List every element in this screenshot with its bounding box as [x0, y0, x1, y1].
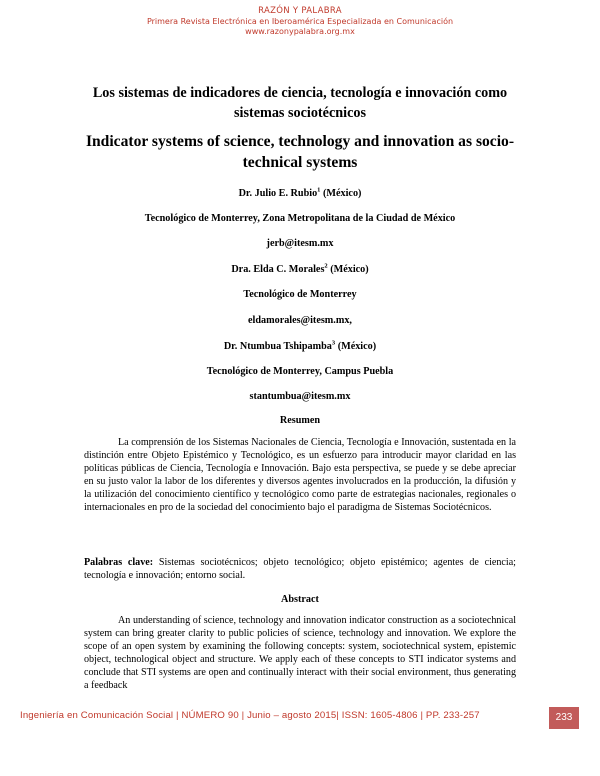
- author-name-text: Dr. Julio E. Rubio: [238, 188, 318, 199]
- journal-url[interactable]: www.razonypalabra.org.mx: [245, 27, 355, 36]
- author-email[interactable]: eldamorales@itesm.mx,: [248, 315, 352, 326]
- author-country: (México): [327, 264, 369, 275]
- keywords-text: Sistemas sociotécnicos; objeto tecnológico; objeto epistémico; agentes de ciencia; tecnología e innovación; entorno social.: [84, 557, 516, 581]
- resumen-paragraph: La comprensión de los Sistemas Nacionales de Ciencia, Tecnología e Innovación, sustentada en la distinción entre Objeto Epistémico y Tecnológico, es un esfuerzo para introducir mayor claridad en las políticas públicas de Ciencia, Tecnología e Innovación. Bajo esta perspectiva, se puede y se debe apreciar en su justo valor la labor de los diferentes y diversos agentes involucrados en la producción, la difusión y la utilización del conocimiento científico y tecnológico como parte de estrategias nacionales, regionales o internacionales en pro de la sociedad del conocimiento bajo el paradigma de Sistemas Sociotécnicos.: [84, 437, 516, 513]
- author-name: [40, 340, 560, 353]
- page-number-badge: 233: [549, 707, 579, 729]
- journal-subtitle: Primera Revista Electrónica en Iberoamérica Especializada en Comunicación: [146, 17, 454, 26]
- author-name-text: Dra. Elda C. Morales: [231, 264, 325, 275]
- abstract-heading: Abstract: [281, 594, 319, 605]
- resumen-heading: Resumen: [279, 415, 321, 426]
- author-name-text: Dr. Ntumbua Tshipamba: [223, 341, 332, 352]
- author-footnote-marker[interactable]: 3: [331, 339, 336, 347]
- journal-name: RAZÓN Y PALABRA: [258, 6, 342, 16]
- author-name: [40, 263, 560, 276]
- author-email[interactable]: stantumbua@itesm.mx: [249, 391, 351, 402]
- author-affiliation: Tecnológico de Monterrey: [243, 289, 357, 300]
- title-spanish: Los sistemas de indicadores de ciencia, tecnología e innovación como sistemas sociotécnicos: [92, 85, 508, 121]
- author-name: [40, 187, 560, 200]
- author-footnote-marker[interactable]: 1: [317, 186, 321, 194]
- keywords-paragraph: [84, 556, 516, 582]
- author-affiliation: Tecnológico de Monterrey, Campus Puebla: [206, 366, 394, 377]
- footer-citation: Ingeniería en Comunicación Social | NÚMERO 90 | Junio – agosto 2015| ISSN: 1605-4806 | PP. 233-257: [20, 710, 480, 721]
- author-country: (México): [320, 188, 362, 199]
- author-country: (México): [335, 341, 377, 352]
- author-affiliation: Tecnológico de Monterrey, Zona Metropolitana de la Ciudad de México: [144, 213, 456, 224]
- title-english: Indicator systems of science, technology and innovation as socio-technical systems: [85, 133, 515, 171]
- journal-header: [0, 6, 600, 37]
- author-footnote-marker[interactable]: 2: [324, 262, 328, 270]
- keywords-label: Palabras clave:: [84, 557, 154, 568]
- abstract-paragraph: An understanding of science, technology and innovation indicator construction as a sociotechnical system can bring greater clarity to public policies of science, technology and innovation. We explore the scope of an open system by examining the following concepts: system, sociotechnical system, epistemic object, technological object and structure. We apply each of these concepts to STI indicator systems and conclude that STI systems are open and continually interact with their social environment, thus generating a feedback: [84, 615, 516, 691]
- page-footer: [0, 702, 600, 730]
- author-email[interactable]: jerb@itesm.mx: [266, 238, 334, 249]
